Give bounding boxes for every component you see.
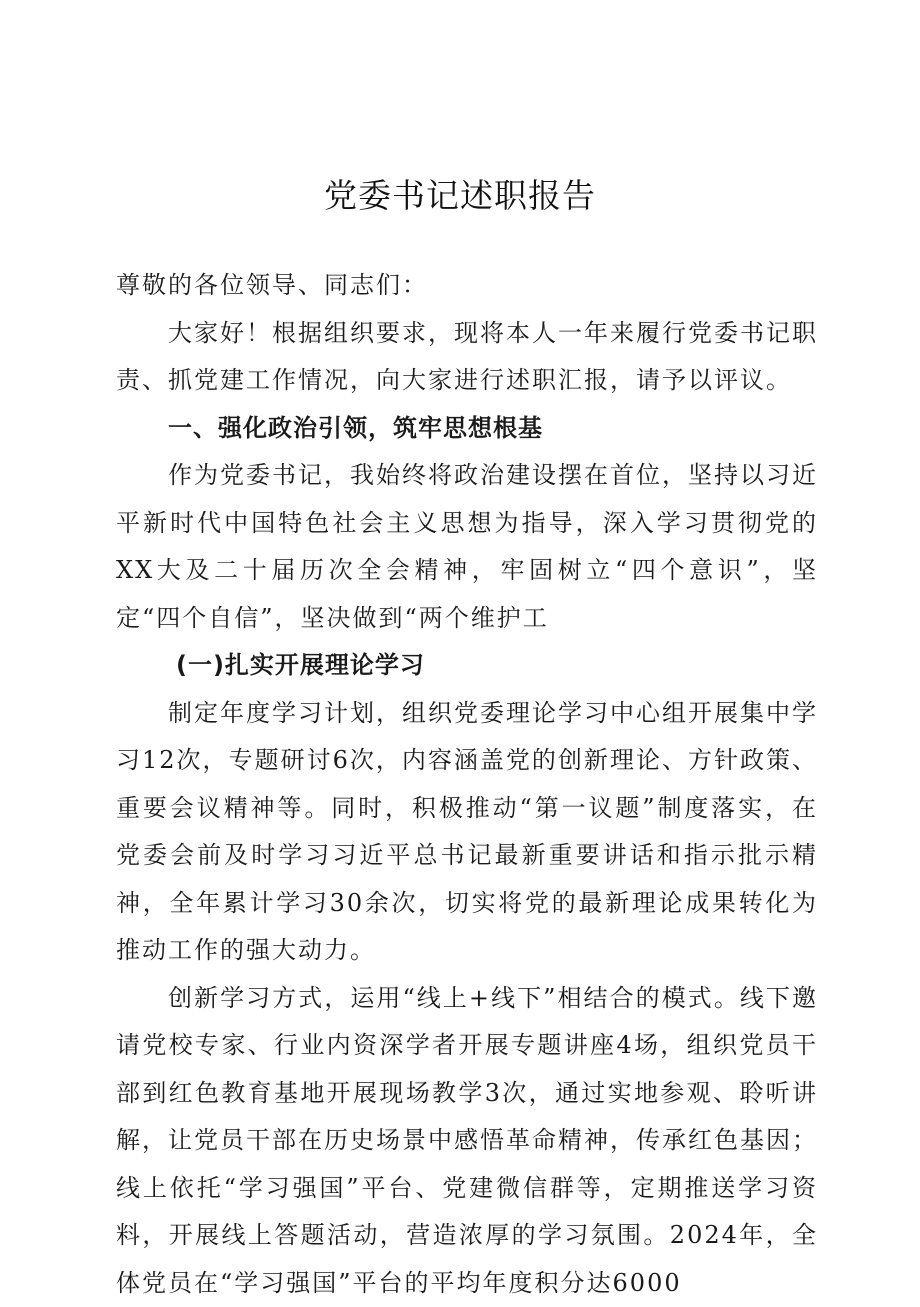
salutation: 尊敬的各位领导、同志们： (116, 262, 818, 310)
subsection1-paragraph-1: 制定年度学习计划，组织党委理论学习中心组开展集中学习12次，专题研讨6次，内容涵盖党的创新理论、方针政策、重要会议精神等。同时，积极推动“第一议题”制度落实，在党委会前及时学习习近平总书记最新重要讲话和指示批示精神，全年累计学习30余次，切实将党的最新理论成果转化为推动工作的强大动力。 (116, 690, 818, 975)
subsection-heading-1: (一)扎实开展理论学习 (116, 642, 818, 690)
intro-paragraph: 大家好！根据组织要求，现将本人一年来履行党委书记职责、抓党建工作情况，向大家进行述职汇报，请予以评议。 (116, 310, 818, 405)
section1-paragraph: 作为党委书记，我始终将政治建设摆在首位，坚持以习近平新时代中国特色社会主义思想为指导，深入学习贯彻党的XX大及二十届历次全会精神，牢固树立“四个意识”，坚定“四个自信”，坚决做到“两个维护工 (116, 452, 818, 642)
document-title: 党委书记述职报告 (0, 170, 920, 217)
subsection1-paragraph-2: 创新学习方式，运用“线上+线下”相结合的模式。线下邀请党校专家、行业内资深学者开展专题讲座4场，组织党员干部到红色教育基地开展现场教学3次，通过实地参观、聆听讲解，让党员干部在历史场景中感悟革命精神，传承红色基因；线上依托“学习强国”平台、党建微信群等，定期推送学习资料，开展线上答题活动，营造浓厚的学习氛围。2024年，全体党员在“学习强国”平台的平均年度积分达6000 (116, 975, 818, 1307)
document-body (116, 262, 818, 1307)
section-heading-1: 一、强化政治引领，筑牢思想根基 (116, 405, 818, 453)
